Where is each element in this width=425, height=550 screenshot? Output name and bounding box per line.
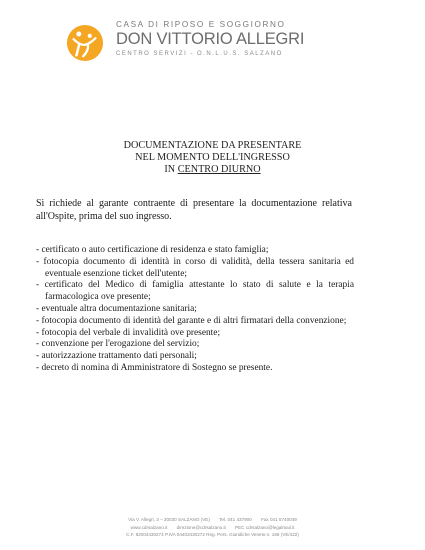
list-item: - fotocopia documento di identità in corso di validità, della tessera sanitaria ed eventuale esenzione ticket dell'utente; (36, 256, 354, 279)
list-item: - decreto di nomina di Amministratore di Sostegno se presente. (36, 362, 273, 373)
title-line-1: DOCUMENTAZIONE DA PRESENTARE (123, 140, 302, 151)
footer-pec-link[interactable]: PEC cdrsalzano@legalmail.it (235, 524, 295, 530)
list-item: - convenzione per l'erogazione del servizio; (36, 339, 200, 350)
footer-line-1 (0, 516, 425, 524)
list-item: - certificato del Medico di famiglia attestante lo stato di salute e la terapia farmacologica ove presente; (36, 280, 354, 303)
figure-in-sun-logo-icon (66, 24, 104, 62)
title-line-3-prefix: IN (164, 164, 178, 175)
list-item: - certificato o auto certificazione di residenza e stato famiglia; (36, 245, 269, 255)
list-item: - fotocopia del verbale di invalidità ove presente; (36, 327, 221, 338)
list-item: - autorizzazione trattamento dati personali; (36, 351, 197, 362)
footer-line-3: C.F. 82004430274 P.IVA 04403430272 Reg. Pers. Giuridiche Veneto n. 166 (VE/422) (126, 532, 299, 538)
list-item: - fotocopia documento di identità del garante e di altri firmatari della convenzione; (36, 315, 347, 326)
brand-sub-line: CENTRO SERVIZI - O.N.L.U.S. SALZANO (116, 51, 283, 57)
footer-address: Via V. Allegri, 3 – 30030 SALZANO (VE) (128, 517, 210, 522)
intro-paragraph: Si richiede al garante contraente di presentare la documentazione relativa all'Ospite, prima del suo ingresso. (36, 198, 352, 222)
brand-top-line: CASA DI RIPOSO E SOGGIORNO (116, 20, 286, 29)
document-list (36, 245, 354, 375)
title-line-2: NEL MOMENTO DELL'INGRESSO (135, 152, 290, 163)
document-title (0, 140, 425, 176)
page-footer (0, 516, 425, 539)
list-item: - eventuale altra documentazione sanitaria; (36, 303, 197, 314)
organization-brand (116, 20, 376, 57)
footer-tel: Tel. 041 437900 (219, 517, 252, 522)
brand-name: DON VITTORIO ALLEGRI (116, 30, 305, 48)
title-line-3 (0, 164, 425, 176)
footer-email-link[interactable]: direzione@cdrsalzano.it (176, 524, 226, 530)
title-line-3-underlined: CENTRO DIURNO (177, 164, 261, 175)
footer-line-2 (0, 524, 425, 532)
footer-web-link[interactable]: www.cdrsalzano.it (130, 524, 168, 530)
footer-fax: Fax 041 5740049 (261, 517, 297, 522)
